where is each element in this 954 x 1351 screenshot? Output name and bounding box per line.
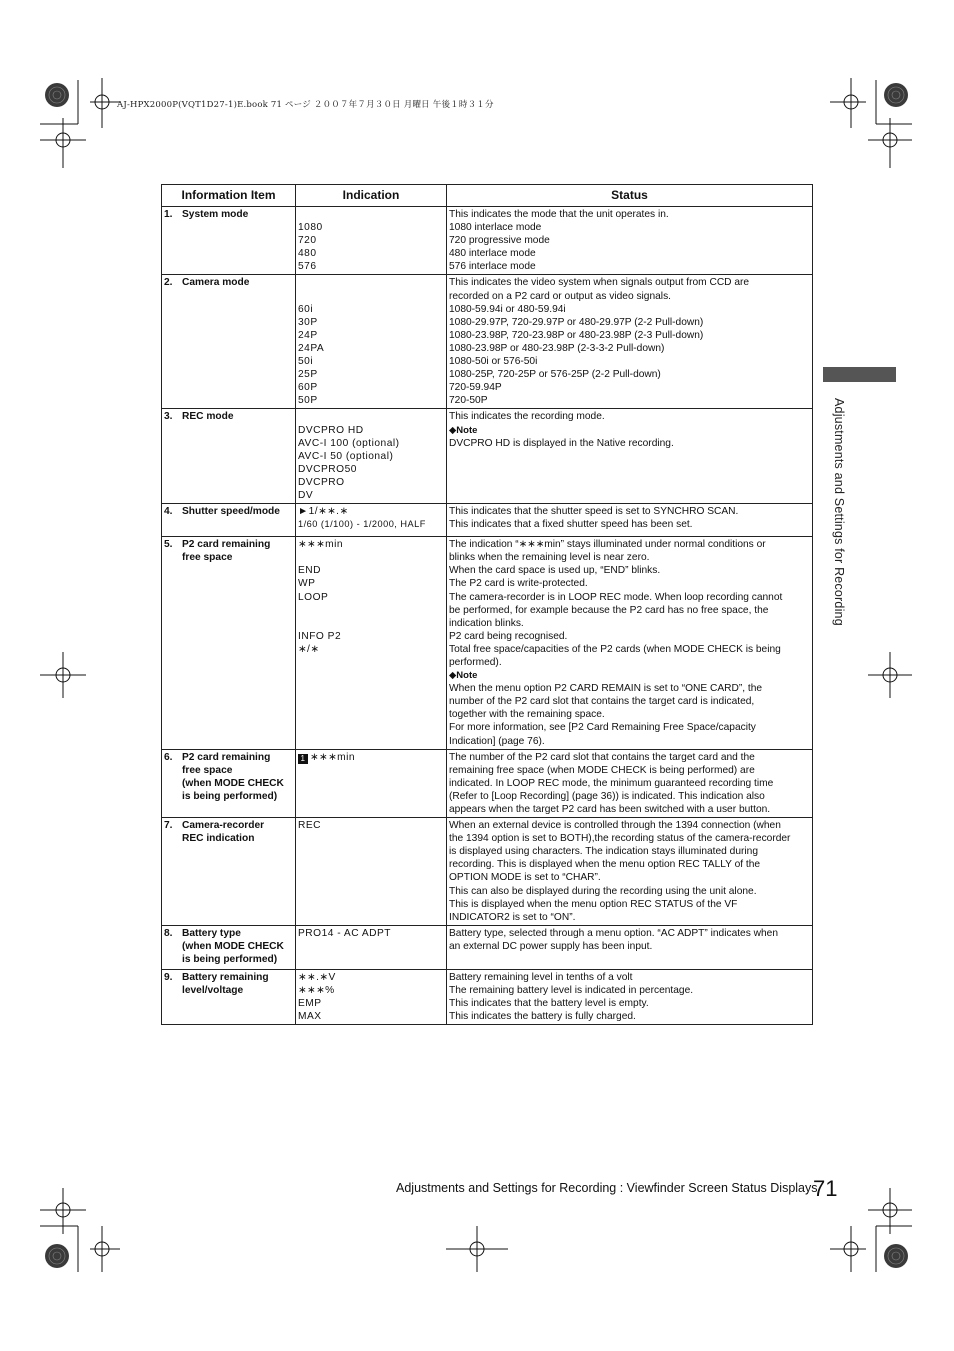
indication-value: ∗∗∗min: [310, 751, 356, 763]
item-label: P2 card remaining free space (when MODE CHECK is being performed): [182, 751, 284, 802]
table-row: [162, 537, 813, 750]
table-row: [162, 926, 813, 970]
indication-value: 24PA: [298, 342, 325, 354]
status-line: INDICATOR2 is set to “ON”.: [449, 911, 576, 923]
indication-value: [298, 410, 444, 423]
status-cell: [447, 409, 813, 504]
status-line: This indicates the recording mode.: [449, 411, 605, 423]
status-line: 1080-25P, 720-25P or 576-25P (2-2 Pull-down): [449, 369, 661, 381]
indication-value: 60i: [298, 303, 314, 315]
status-line: indicated. In LOOP REC mode, the minimum guaranteed recording time: [449, 777, 774, 789]
indication-value: ∗∗∗%: [298, 985, 335, 997]
status-line: 1080-29.97P, 720-29.97P or 480-29.97P (2-2 Pull-down): [449, 316, 704, 328]
note-label: ◆Note: [449, 670, 478, 682]
status-line: remaining free space (when MODE CHECK is being performed) are: [449, 764, 755, 776]
info-item: [164, 971, 293, 997]
status-cell: [447, 926, 813, 970]
status-line: 480 interlace mode: [449, 248, 536, 260]
item-label: Battery type (when MODE CHECK is being performed): [182, 928, 284, 966]
indication-value: PRO14 - AC ADPT: [298, 928, 391, 940]
indication-value: END: [298, 565, 322, 577]
indication-value: [298, 208, 444, 221]
status-line: This indicates the battery is fully charged.: [449, 1011, 636, 1023]
indication-value: ∗∗.∗V: [298, 972, 336, 984]
status-line: OPTION MODE is set to “CHAR”.: [449, 872, 601, 884]
indication-value: DV: [298, 490, 314, 502]
table-header-row: [162, 185, 813, 207]
card-slot-icon: 1: [298, 754, 308, 764]
indication-value: 480: [298, 248, 317, 260]
indication-value: 30P: [298, 316, 318, 328]
info-item-cell: [162, 207, 296, 275]
table-row: [162, 818, 813, 926]
item-number: 6.: [164, 751, 173, 763]
info-item-cell: [162, 818, 296, 926]
status-line: 720-59.94P: [449, 382, 502, 394]
status-line: 1080 interlace mode: [449, 222, 542, 234]
indication-value: [298, 290, 444, 303]
print-header: AJ-HPX2000P(VQT1D27-1)E.book 71 ページ ２００７年７月３０日 月曜日 午後１時３１分: [117, 100, 494, 110]
indication-value: REC: [298, 820, 322, 832]
indication-value: DVCPRO: [298, 476, 345, 488]
info-item-cell: [162, 504, 296, 537]
indication-value: 50i: [298, 356, 314, 368]
info-item-cell: [162, 409, 296, 504]
status-line: performed).: [449, 656, 502, 668]
indication-value: AVC-I 100 (optional): [298, 437, 400, 449]
indication-value: [298, 617, 444, 630]
status-line: recorded on a P2 card or output as video signals.: [449, 290, 671, 302]
indication-value: MAX: [298, 1011, 322, 1023]
info-item: [164, 538, 293, 564]
indication-cell: [296, 504, 447, 537]
section-side-label: Adjustments and Settings for Recording: [832, 398, 846, 626]
status-line: indication blinks.: [449, 617, 524, 629]
item-label: P2 card remaining free space: [182, 539, 271, 564]
status-line: This indicates that a fixed shutter speed has been set.: [449, 519, 693, 531]
indication-value: INFO P2: [298, 630, 342, 642]
page-number: 71: [813, 1176, 838, 1201]
status-cell: [447, 207, 813, 275]
indication-cell: [296, 926, 447, 970]
note-line: When the menu option P2 CARD REMAIN is set to “ONE CARD”, the: [449, 683, 763, 695]
status-line: 720-50P: [449, 395, 488, 407]
status-line: The P2 card is write-protected.: [449, 578, 588, 590]
indication-value: DVCPRO HD: [298, 424, 364, 436]
item-number: 3.: [164, 411, 173, 423]
column-header-item: Information Item: [162, 185, 296, 207]
note-text: DVCPRO HD is displayed in the Native recording.: [449, 437, 674, 449]
status-line: 1080-23.98P, 720-23.98P or 480-23.98P (2-3 Pull-down): [449, 329, 704, 341]
indication-value: 60P: [298, 382, 318, 394]
status-cell: [447, 275, 813, 409]
indication-cell: [296, 749, 447, 817]
indication-value: [298, 276, 444, 289]
status-line: This can also be displayed during the recording using the unit alone.: [449, 885, 757, 897]
indication-value: 50P: [298, 395, 318, 407]
table-row: [162, 409, 813, 504]
indication-value: ∗∗∗min: [298, 539, 344, 551]
status-cell: [447, 970, 813, 1025]
status-cell: [447, 749, 813, 817]
indication-cell: [296, 537, 447, 750]
indication-value: WP: [298, 578, 316, 590]
note-line: number of the P2 card slot that contains the target card is indicated,: [449, 696, 755, 708]
indication-cell: [296, 409, 447, 504]
status-line: Total free space/capacities of the P2 cards (when MODE CHECK is being: [449, 643, 781, 655]
info-item-cell: [162, 926, 296, 970]
item-number: 7.: [164, 820, 173, 832]
status-line: The number of the P2 card slot that contains the target card and the: [449, 751, 755, 763]
note-line: For more information, see [P2 Card Remaining Free Space/capacity: [449, 722, 756, 734]
indication-value: 576: [298, 261, 317, 273]
item-number: 1.: [164, 209, 173, 220]
status-line: Battery type, selected through a menu option. “AC ADPT” indicates when: [449, 928, 779, 940]
indication-value: DVCPRO50: [298, 463, 357, 475]
info-item-cell: [162, 970, 296, 1025]
status-line: The camera-recorder is in LOOP REC mode. When loop recording cannot: [449, 591, 783, 603]
indication-value: [298, 551, 444, 564]
info-item: [164, 276, 293, 289]
status-line: P2 card being recognised.: [449, 630, 568, 642]
table-body: [162, 207, 813, 1025]
indication-value: [298, 604, 444, 617]
status-line: The remaining battery level is indicated in percentage.: [449, 985, 694, 997]
status-line: 1080-23.98P or 480-23.98P (2-3-3-2 Pull-down): [449, 342, 665, 354]
item-number: 4.: [164, 506, 173, 518]
info-item-cell: [162, 537, 296, 750]
info-item-cell: [162, 749, 296, 817]
status-display-table: [161, 184, 813, 1025]
status-line: an external DC power supply has been input.: [449, 941, 653, 953]
status-cell: [447, 818, 813, 926]
info-item: [164, 410, 293, 423]
table-row: [162, 504, 813, 537]
table-row: [162, 749, 813, 817]
status-line: is displayed using characters. The indication stays illuminated during: [449, 846, 758, 858]
indication-cell: [296, 207, 447, 275]
indication-value: ∗/∗: [298, 643, 320, 655]
table-row: [162, 275, 813, 409]
item-label: Battery remaining level/voltage: [182, 972, 269, 997]
column-header-indication: Indication: [296, 185, 447, 207]
status-line: appears when the target P2 card has been switched with a user button.: [449, 804, 771, 815]
status-line: recording. This is displayed when the menu option REC TALLY of the: [449, 859, 761, 871]
status-line: This is displayed when the menu option REC STATUS of the VF: [449, 898, 738, 910]
info-item: [164, 751, 293, 803]
indication-value: 1/60 (1/100) - 1/2000, HALF: [298, 519, 426, 530]
note-line: together with the remaining space.: [449, 709, 605, 721]
item-number: 9.: [164, 972, 173, 984]
table-row: [162, 207, 813, 275]
status-cell: [447, 537, 813, 750]
item-label: Camera-recorder REC indication: [182, 820, 265, 845]
status-line: 1080-50i or 576-50i: [449, 356, 538, 368]
indication-value: LOOP: [298, 591, 329, 603]
item-number: 5.: [164, 539, 173, 551]
footer-section-title: Adjustments and Settings for Recording : Viewfinder Screen Status Displays: [396, 1181, 818, 1195]
item-label: System mode: [182, 209, 249, 220]
column-header-status: Status: [447, 185, 813, 207]
table-row: [162, 970, 813, 1025]
indication-value: AVC-I 50 (optional): [298, 450, 394, 462]
item-number: 8.: [164, 928, 173, 940]
status-line: This indicates that the battery level is empty.: [449, 998, 649, 1010]
info-item: [164, 819, 293, 845]
status-line: This indicates the video system when signals output from CCD are: [449, 277, 750, 289]
info-item-cell: [162, 275, 296, 409]
indication-value: ►1/∗∗.∗: [298, 506, 349, 518]
status-line: the 1394 option is set to BOTH),the recording status of the camera-recorder: [449, 833, 791, 845]
indication-value: 25P: [298, 369, 318, 381]
status-line: blinks when the remaining level is near zero.: [449, 552, 650, 564]
status-line: 1080-59.94i or 480-59.94i: [449, 303, 566, 315]
status-line: This indicates that the shutter speed is set to SYNCHRO SCAN.: [449, 506, 739, 518]
status-line: 576 interlace mode: [449, 261, 536, 273]
status-line: Battery remaining level in tenths of a volt: [449, 972, 633, 984]
info-item: [164, 927, 293, 966]
indication-value: 1080: [298, 222, 323, 234]
indication-value: 720: [298, 235, 317, 247]
status-line: When the card space is used up, “END” blinks.: [449, 565, 661, 577]
info-item: [164, 208, 293, 221]
indication-line: [298, 751, 444, 764]
note-line: Indication] (page 76).: [449, 735, 545, 747]
item-number: 2.: [164, 277, 173, 289]
indication-cell: [296, 970, 447, 1025]
indication-cell: [296, 818, 447, 926]
section-tab-marker: [823, 367, 896, 382]
indication-cell: [296, 275, 447, 409]
status-line: The indication “∗∗∗min” stays illuminated under normal conditions or: [449, 539, 766, 551]
status-line: When an external device is controlled through the 1394 connection (when: [449, 820, 781, 832]
item-label: Shutter speed/mode: [182, 506, 280, 518]
status-line: be performed, for example because the P2 card has no free space, the: [449, 604, 769, 616]
indication-value: EMP: [298, 998, 322, 1010]
status-line: This indicates the mode that the unit operates in.: [449, 209, 669, 220]
item-label: REC mode: [182, 411, 234, 423]
status-line: 720 progressive mode: [449, 235, 550, 247]
status-cell: [447, 504, 813, 537]
indication-value: 24P: [298, 329, 318, 341]
note-label: ◆Note: [449, 424, 478, 436]
item-label: Camera mode: [182, 277, 250, 289]
info-item: [164, 505, 293, 518]
status-line: (Refer to [Loop Recording] (page 36)) is indicated. This indication also: [449, 790, 765, 802]
